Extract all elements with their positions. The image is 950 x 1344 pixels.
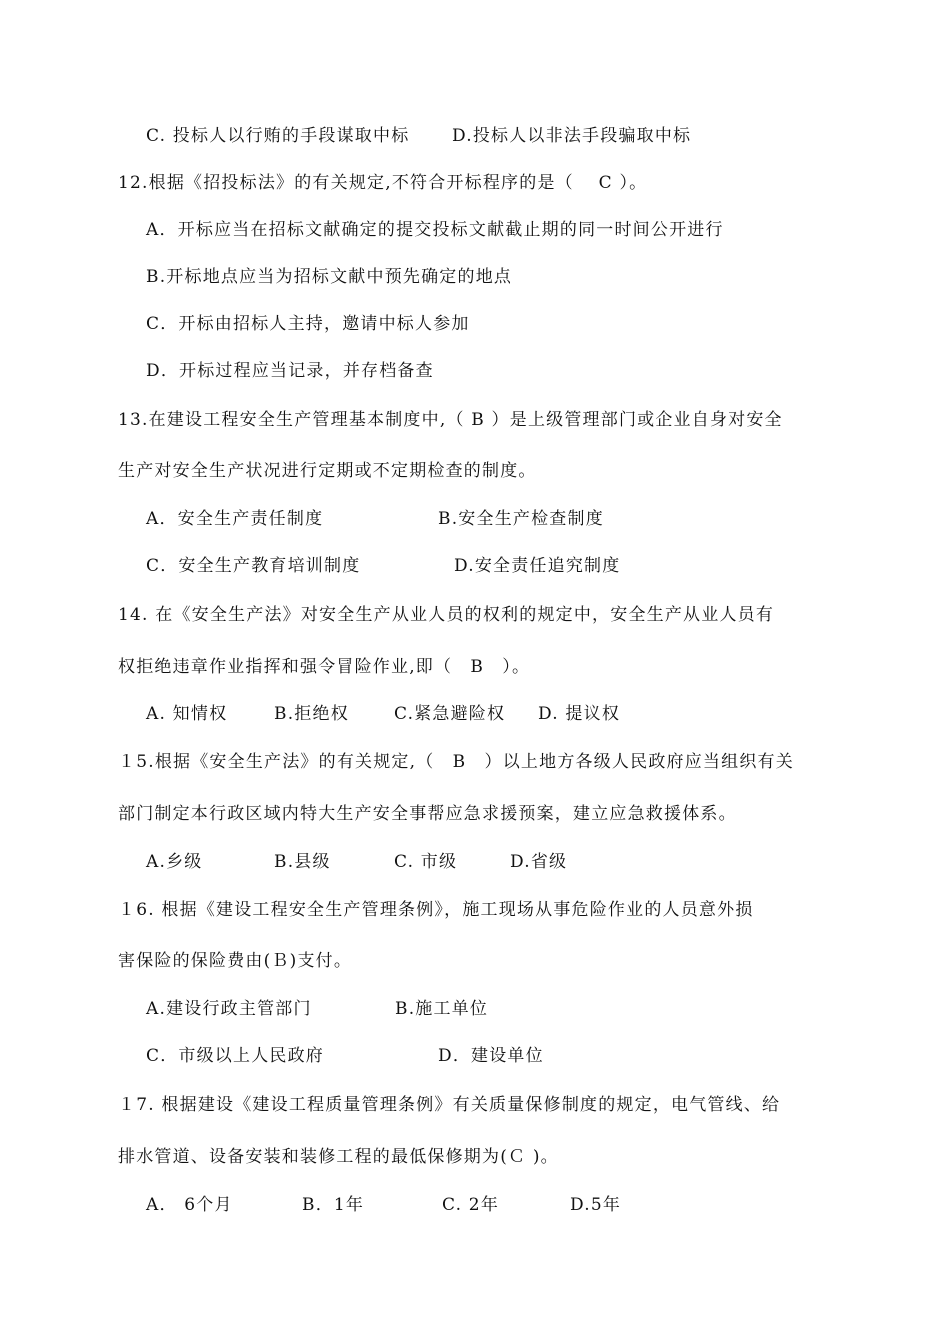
q13-option-a: A．安全生产责任制度 — [146, 509, 324, 529]
q14-stem-line1: 14. 在《安全生产法》对安全生产从业人员的权利的规定中，安全生产从业人员有 — [118, 605, 775, 625]
q13-option-c: C．安全生产教育培训制度 — [146, 556, 361, 576]
q17-stem-line2: 排水管道、设备安装和装修工程的最低保修期为(Ｃ )。 — [118, 1147, 559, 1167]
q11-option-d: D.投标人以非法手段骗取中标 — [452, 126, 692, 146]
q12-option-d: D．开标过程应当记录，并存档备查 — [146, 361, 434, 381]
q16-option-b: B.施工单位 — [395, 999, 489, 1019]
q15-stem-line2: 部门制定本行政区域内特大生产安全事帮应急求援预案，建立应急救援体系。 — [118, 804, 737, 824]
q16-option-a: A.建设行政主管部门 — [146, 999, 312, 1019]
q15-stem-line1: １5.根据《安全生产法》的有关规定,（ B ）以上地方各级人民政府应当组织有关 — [118, 752, 794, 772]
q13-stem-line1: 13.在建设工程安全生产管理基本制度中,（ B ）是上级管理部门或企业自身对安全 — [118, 410, 783, 430]
q17-option-a: A． 6个月 — [146, 1195, 233, 1215]
q17-option-d: D.5年 — [570, 1195, 622, 1215]
q17-stem-line1: １7. 根据建设《建设工程质量管理条例》有关质量保修制度的规定，电气管线、给 — [118, 1095, 781, 1115]
q16-option-d: D．建设单位 — [438, 1046, 544, 1066]
q15-option-b: B.县级 — [274, 852, 331, 872]
q14-stem-line2: 权拒绝违章作业指挥和强令冒险作业,即（ B ）。 — [118, 657, 531, 677]
q16-stem-line1: １6. 根据《建设工程安全生产管理条例》，施工现场从事危险作业的人员意外损 — [118, 900, 754, 920]
q17-option-c: C. 2年 — [442, 1195, 500, 1215]
q12-option-a: A．开标应当在招标文献确定的提交投标文献截止期的同一时间公开进行 — [146, 220, 724, 240]
q12-stem: 12.根据《招投标法》的有关规定,不符合开标程序的是（ C ）。 — [118, 173, 648, 193]
q17-option-b: B．1年 — [302, 1195, 365, 1215]
q15-option-c: C. 市级 — [394, 852, 458, 872]
q12-option-b: B.开标地点应当为招标文献中预先确定的地点 — [146, 267, 513, 287]
q16-option-c: C．市级以上人民政府 — [146, 1046, 325, 1066]
q16-stem-line2: 害保险的保险费由(Ｂ)支付。 — [118, 951, 353, 971]
q13-option-d: D.安全责任追究制度 — [454, 556, 621, 576]
q15-option-d: D.省级 — [510, 852, 568, 872]
q13-stem-line2: 生产对安全生产状况进行定期或不定期检查的制度。 — [118, 461, 537, 481]
q14-option-b: B.拒绝权 — [274, 704, 349, 724]
q14-option-c: C.紧急避险权 — [394, 704, 506, 724]
q13-option-b: B.安全生产检查制度 — [438, 509, 604, 529]
q11-option-c: C. 投标人以行贿的手段谋取中标 — [146, 126, 410, 146]
q15-option-a: A.乡级 — [146, 852, 203, 872]
q12-option-c: C．开标由招标人主持，邀请中标人参加 — [146, 314, 470, 334]
q14-option-a: A. 知情权 — [146, 704, 228, 724]
q14-option-d: D. 提议权 — [538, 704, 621, 724]
